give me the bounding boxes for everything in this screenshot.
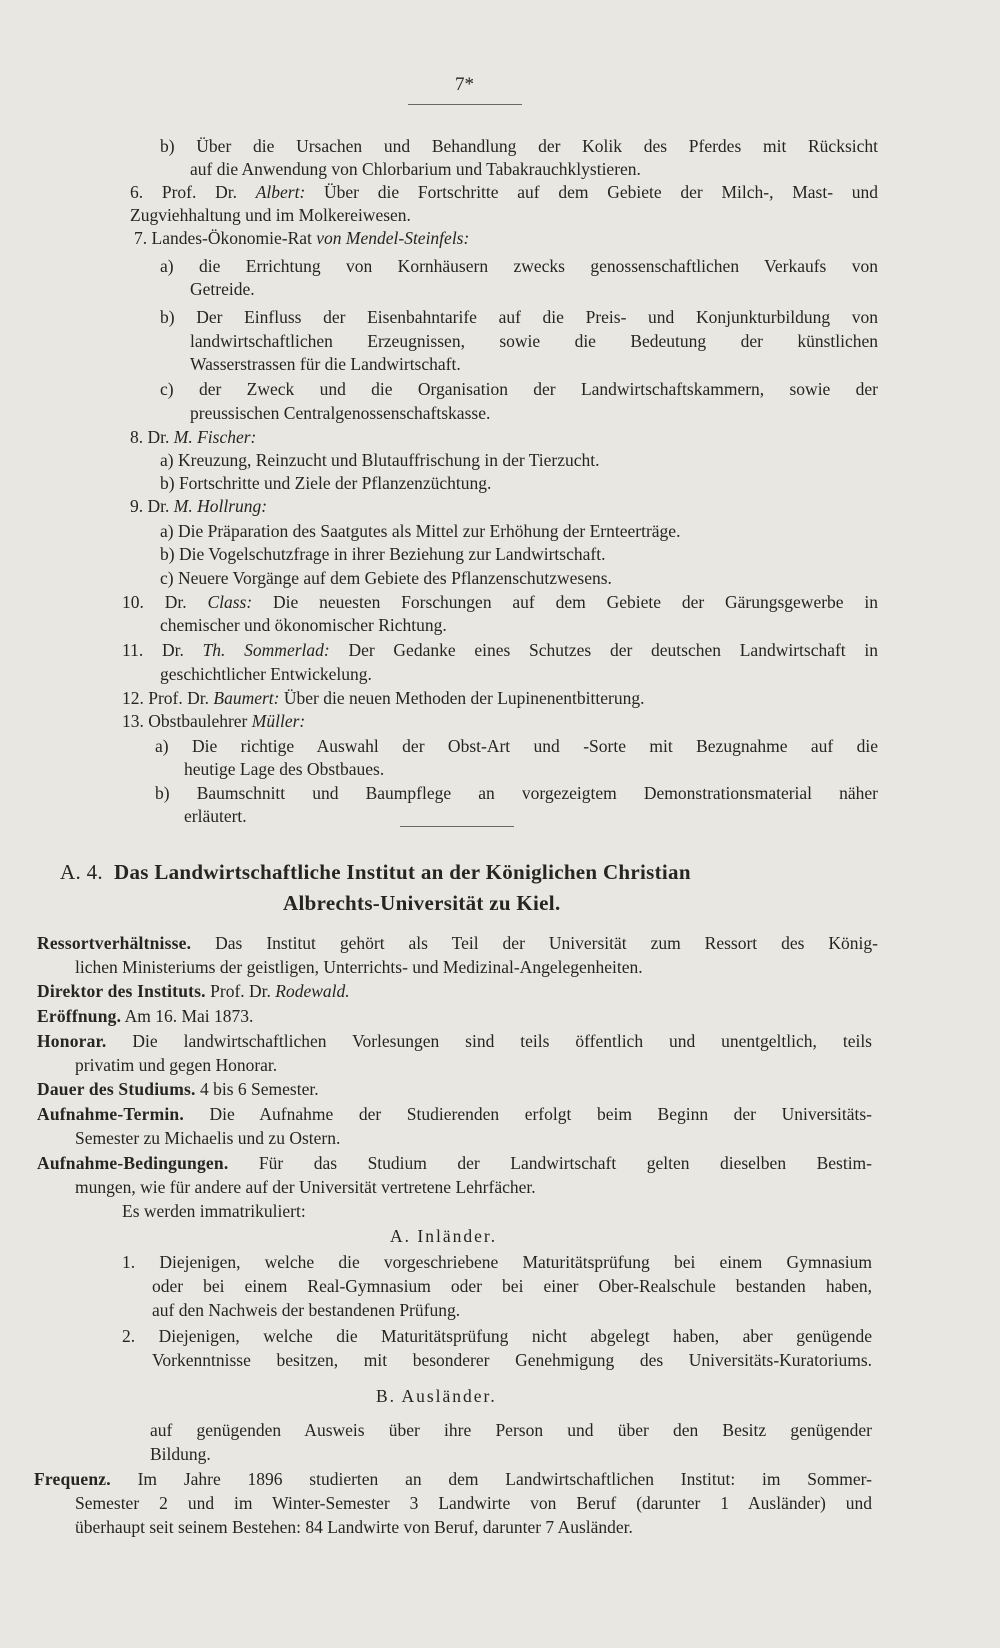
auslaender-heading: B. Ausländer. (376, 1386, 497, 1406)
termin-line: Aufnahme-Termin. Die Aufnahme der Studierenden erfolgt beim Beginn der Universitäts- (37, 1104, 872, 1124)
honorar-line: privatim und gegen Honorar. (75, 1055, 278, 1075)
heading-line-2: Albrechts-Universität zu Kiel. (283, 891, 561, 915)
page-number: 7* (455, 74, 474, 95)
list-line: Getreide. (190, 279, 255, 299)
list-line: 10. Dr. Class: Die neuesten Forschungen auf dem Gebiete der Gärungsgewerbe in (122, 592, 879, 612)
list-line: 12. Prof. Dr. Baumert: Über die neuen Methoden der Lupinenentbitterung. (122, 688, 645, 708)
list-line: preussischen Centralgenossenschaftskasse. (190, 403, 491, 423)
termin-line: Semester zu Michaelis und zu Ostern. (75, 1128, 341, 1148)
list-line: 13. Obstbaulehrer Müller: (122, 711, 306, 731)
dauer-line: Dauer des Studiums. 4 bis 6 Semester. (37, 1079, 319, 1099)
bedingungen-line: Aufnahme-Bedingungen. Für das Studium der Landwirtschaft gelten dieselben Bestim- (37, 1153, 872, 1173)
inlaender-item: auf den Nachweis der bestandenen Prüfung. (152, 1300, 461, 1320)
list-line: b) Die Vogelschutzfrage in ihrer Beziehung zur Landwirtschaft. (160, 544, 606, 564)
header-rule (408, 104, 522, 105)
list-line: geschichtlicher Entwickelung. (160, 664, 372, 684)
list-line: a) Die Präparation des Saatgutes als Mittel zur Erhöhung der Ernteerträge. (160, 521, 681, 541)
list-line: heutige Lage des Obstbaues. (184, 759, 385, 779)
list-line: a) Kreuzung, Reinzucht und Blutauffrischung in der Tierzucht. (160, 450, 600, 470)
heading-line-1: A. 4. Das Landwirtschaftliche Institut an der Königlichen Christian (60, 860, 691, 884)
inlaender-item: 1. Diejenigen, welche die vorgeschriebene Maturitätsprüfung bei einem Gymnasium (122, 1252, 872, 1272)
list-line: c) der Zweck und die Organisation der Landwirtschaftskammern, sowie der (160, 379, 879, 399)
bedingungen-line: mungen, wie für andere auf der Universität vertretene Lehrfächer. (75, 1177, 536, 1197)
immatrikuliert-line: Es werden immatrikuliert: (122, 1201, 306, 1221)
auslaender-line: auf genügenden Ausweis über ihre Person und über den Besitz genügender (150, 1420, 872, 1440)
direktor-line: Direktor des Instituts. Prof. Dr. Rodewald. (37, 981, 350, 1001)
ressort-line: Ressortverhältnisse. Das Institut gehört als Teil der Universität zum Ressort des König- (37, 933, 878, 953)
honorar-line: Honorar. Die landwirtschaftlichen Vorlesungen sind teils öffentlich und unentgeltlich, teils (37, 1031, 872, 1051)
list-line: 9. Dr. M. Hollrung: (130, 496, 268, 516)
eroeffnung-line: Eröffnung. Am 16. Mai 1873. (37, 1006, 254, 1026)
list-line: 7. Landes-Ökonomie-Rat von Mendel-Steinfels: (134, 228, 470, 248)
frequenz-line: überhaupt seit seinem Bestehen: 84 Landwirte von Beruf, darunter 7 Ausländer. (75, 1517, 633, 1537)
list-line: 6. Prof. Dr. Albert: Über die Fortschritte auf dem Gebiete der Milch-, Mast- und (130, 182, 878, 202)
list-line: c) Neuere Vorgänge auf dem Gebiete des Pflanzenschutzwesens. (160, 568, 612, 588)
list-line: b) Fortschritte und Ziele der Pflanzenzüchtung. (160, 473, 492, 493)
list-line: b) Über die Ursachen und Behandlung der Kolik des Pferdes mit Rücksicht (160, 136, 879, 156)
list-line: a) Die richtige Auswahl der Obst-Art und -Sorte mit Bezugnahme auf die (155, 736, 878, 756)
list-line: Zugviehhaltung und im Molkereiwesen. (130, 205, 411, 225)
list-line: landwirtschaftlichen Erzeugnissen, sowie die Bedeutung der künstlichen (190, 331, 878, 351)
list-line: a) die Errichtung von Kornhäusern zwecks genossenschaftlichen Verkaufs von (160, 256, 879, 276)
list-line: Wasserstrassen für die Landwirtschaft. (190, 354, 461, 374)
list-line: auf die Anwendung von Chlorbarium und Tabakrauchklystieren. (190, 159, 641, 179)
ressort-line: lichen Ministeriums der geistligen, Unterrichts- und Medizinal-Angelegenheiten. (75, 957, 643, 977)
auslaender-line: Bildung. (150, 1444, 211, 1464)
frequenz-line: Frequenz. Im Jahre 1896 studierten an dem Landwirtschaftlichen Institut: im Sommer- (34, 1469, 872, 1489)
list-line: b) Der Einfluss der Eisenbahntarife auf die Preis- und Konjunkturbildung von (160, 307, 879, 327)
list-line: erläutert. (184, 806, 247, 826)
frequenz-line: Semester 2 und im Winter-Semester 3 Landwirte von Beruf (darunter 1 Ausländer) und (75, 1493, 872, 1513)
list-line: chemischer und ökonomischer Richtung. (160, 615, 447, 635)
list-line: 8. Dr. M. Fischer: (130, 427, 257, 447)
list-line: 11. Dr. Th. Sommerlad: Der Gedanke eines Schutzes der deutschen Landwirtschaft in (122, 640, 879, 660)
inlaender-heading: A. Inländer. (390, 1226, 498, 1246)
inlaender-item: Vorkenntnisse besitzen, mit besonderer Genehmigung des Universitäts-Kuratoriums. (152, 1350, 872, 1370)
section-divider (400, 826, 514, 827)
inlaender-item: oder bei einem Real-Gymnasium oder bei einer Ober-Realschule bestanden haben, (152, 1276, 872, 1296)
inlaender-item: 2. Diejenigen, welche die Maturitätsprüfung nicht abgelegt haben, aber genügende (122, 1326, 873, 1346)
list-line: b) Baumschnitt und Baumpflege an vorgezeigtem Demonstrationsmaterial näher (155, 783, 879, 803)
